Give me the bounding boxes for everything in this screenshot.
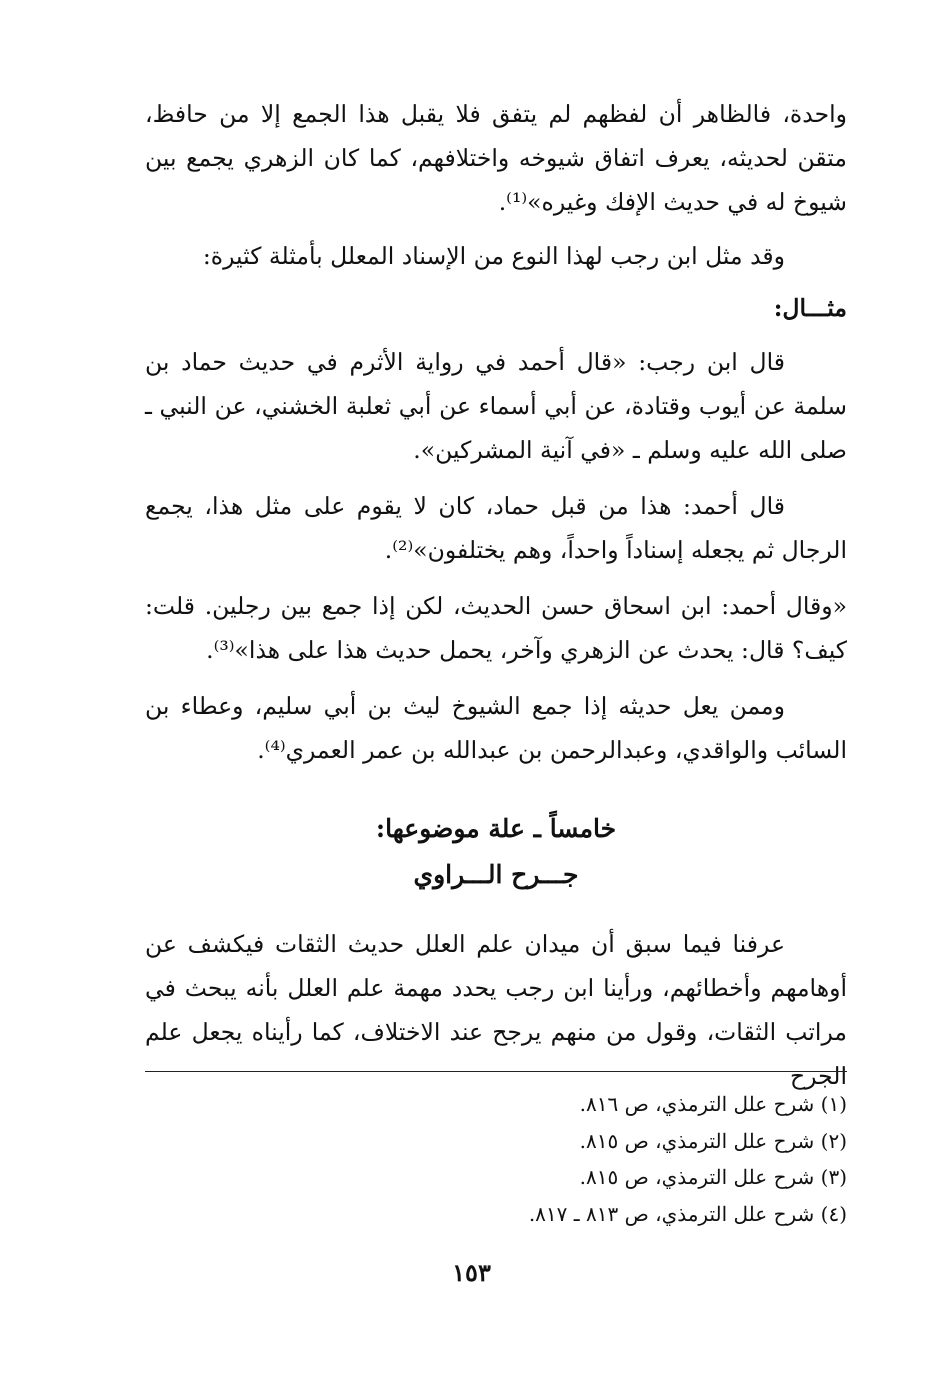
paragraph-5: «وقال أحمد: ابن اسحاق حسن الحديث، لكن إذا جمع بين رجلين. قلت: كيف؟ قال: يحدث عن الزهري وآخر، يحمل حديث هذا على هذا»⁽³⁾.	[145, 592, 847, 664]
paragraph-6: وممن يعل حديثه إذا جمع الشيوخ ليث بن أبي سليم، وعطاء بن السائب والواقدي، وعبدالرحمن بن عبدالله بن عمر العمري⁽⁴⁾.	[145, 692, 847, 764]
section-heading-sub: جـــرح الـــراوي	[413, 860, 579, 889]
footnote-4: (٤) شرح علل الترمذي، ص ٨١٣ ـ ٨١٧.	[528, 1201, 847, 1226]
paragraph-1: واحدة، فالظاهر أن لفظهم لم يتفق فلا يقبل هذا الجمع إلا من حافظ، متقن لحديثه، يعرف اتفاق شيوخه واختلافهم، كما كان الزهري يجمع بين شيوخ له في حديث الإفك وغيره»⁽¹⁾.	[145, 100, 847, 216]
paragraph-7: عرفنا فيما سبق أن ميدان علم العلل حديث الثقات فيكشف عن أوهامهم وأخطائهم، ورأينا ابن رجب يحدد مهمة علم العلل بأنه يبحث في مراتب الثقات، وقول من منهم يرجح عند الاختلاف، كما رأيناه يجعل علم الجرح	[145, 930, 847, 1090]
paragraph-2: وقد مثل ابن رجب لهذا النوع من الإسناد المعلل بأمثلة كثيرة:	[202, 242, 785, 270]
footnote-3: (٣) شرح علل الترمذي، ص ٨١٥.	[579, 1165, 847, 1189]
paragraph-4: قال أحمد: هذا من قبل حماد، كان لا يقوم على مثل هذا، يجمع الرجال ثم يجعله إسناداً واحداً، وهم يختلفون»⁽²⁾.	[145, 492, 847, 564]
page-number: ١٥٣	[452, 1258, 491, 1287]
footnote-2: (٢) شرح علل الترمذي، ص ٨١٥.	[579, 1128, 847, 1153]
footnotes	[529, 1086, 847, 1232]
footnote-1: (١) شرح علل الترمذي، ص ٨١٦.	[579, 1092, 847, 1116]
page-body	[145, 92, 847, 1098]
footnote-divider	[145, 1071, 847, 1072]
example-label: مثـــال:	[773, 294, 847, 322]
paragraph-3: قال ابن رجب: «قال أحمد في رواية الأثرم في حديث حماد بن سلمة عن أيوب وقتادة، عن أبي أسماء عن أبي ثعلبة الخشني، عن النبي ـ صلى الله عليه وسلم ـ «في آنية المشركين».	[145, 348, 847, 464]
section-heading-main: خامساً ـ علة موضوعها:	[375, 814, 617, 843]
section-heading	[145, 806, 847, 898]
